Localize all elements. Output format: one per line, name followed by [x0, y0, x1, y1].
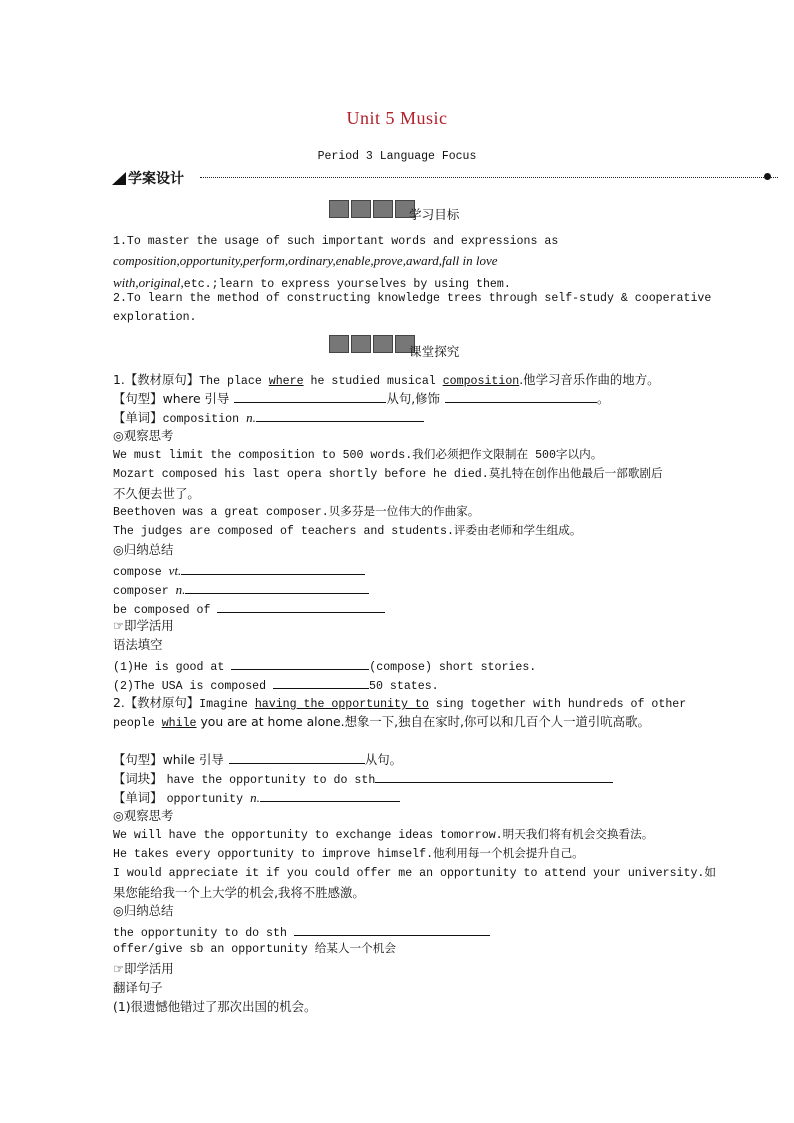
page-subtitle: Period 3 Language Focus: [317, 150, 477, 163]
q2-observe-heading: ◎观察思考: [113, 808, 174, 823]
blank-field[interactable]: [234, 392, 386, 403]
blank-field[interactable]: [229, 753, 365, 764]
pattern-text: where 引导: [162, 391, 230, 406]
word-pos: n.: [246, 410, 256, 425]
blank-field[interactable]: [256, 411, 424, 422]
q1-underlined-where: where: [268, 375, 304, 388]
q1-underlined-composition: composition: [442, 375, 520, 388]
q1-word: [113, 407, 424, 426]
q1-original-sentence: [113, 369, 659, 388]
q1-example-2b: 不久便去世了。: [113, 486, 200, 501]
blank-field[interactable]: [260, 791, 400, 802]
word-text: opportunity: [166, 793, 251, 806]
q1-tag: 1.【教材原句】: [113, 372, 200, 387]
q1-example-1: We must limit the composition to 500 words.我们必须把作文限制在 500字以内。: [113, 449, 603, 462]
q1-translation: .他学习音乐作曲的地方。: [519, 372, 660, 387]
blank-field[interactable]: [185, 583, 369, 594]
q2-summary-1: [113, 921, 490, 940]
q2-tag: 2.【教材原句】: [113, 695, 200, 710]
summary-pos: n.: [175, 582, 186, 597]
q2-example-2: He takes every opportunity to improve himself.他利用每一个机会提升自己。: [113, 848, 584, 861]
q1-summary-3: [113, 598, 385, 617]
q1-summary-1: [113, 560, 365, 579]
q2-summary-heading: ◎归纳总结: [113, 903, 174, 918]
q1-summary-2: [113, 579, 369, 598]
pattern-text: 从句。: [364, 752, 403, 767]
word-tag: 【单词】: [113, 790, 163, 805]
q1-fill-1: [113, 655, 536, 674]
summary-text: be composed of: [113, 604, 218, 617]
q2-original-sentence-2: [113, 711, 650, 730]
word-pos: n.: [250, 790, 260, 805]
page-title: Unit 5 Music: [346, 108, 448, 128]
triangle-icon: [112, 172, 126, 185]
q1-apply-heading: ☞即学活用: [113, 618, 174, 633]
section-heading-exploration: 课堂探究: [409, 344, 460, 359]
q1-pattern: [113, 388, 609, 407]
objective-1-rest: etc.;learn to express yourselves by using them.: [183, 278, 511, 291]
q2-underlined-while: while: [161, 717, 197, 730]
q2-word: [113, 787, 400, 806]
pattern-text: 。: [597, 391, 610, 406]
chunk-text: have the opportunity to do sth: [166, 774, 376, 787]
q2-example-3a: I would appreciate it if you could offer me an opportunity to attend your university.如: [113, 867, 716, 880]
q2-chunk: [113, 768, 613, 787]
blank-field[interactable]: [273, 678, 369, 689]
objective-2-line-2: exploration.: [113, 311, 197, 324]
pattern-tag: 【句型】: [113, 391, 163, 406]
section-marker-blocks: [329, 200, 415, 218]
fill-text: 50 states.: [369, 680, 439, 693]
summary-pos: vt.: [168, 563, 182, 578]
objective-2-line-1: 2.To learn the method of constructing knowledge trees through self-study & cooperative: [113, 292, 712, 305]
objective-1-italic-words: with,original,: [113, 275, 184, 290]
blank-field[interactable]: [181, 564, 365, 575]
pattern-text: while 引导: [162, 752, 224, 767]
fill-text: (1)He is good at: [113, 661, 232, 674]
blank-field[interactable]: [375, 772, 613, 783]
objective-1-line-3: [113, 272, 511, 291]
blank-field[interactable]: [217, 602, 385, 613]
q2-apply-heading: ☞即学活用: [113, 961, 174, 976]
q2-underlined-phrase: having the opportunity to: [254, 698, 429, 711]
design-label: 学案设计: [128, 171, 184, 187]
pattern-text: 从句,修饰: [386, 391, 440, 406]
q2-text: people: [113, 717, 162, 730]
q2-translate-1: (1)很遗憾他错过了那次出国的机会。: [113, 999, 317, 1014]
q2-pattern: [113, 749, 402, 768]
q1-summary-heading: ◎归纳总结: [113, 542, 174, 557]
q1-observe-heading: ◎观察思考: [113, 428, 174, 443]
q1-apply-type: 语法填空: [113, 637, 163, 652]
q2-translation: you are at home alone.想象一下,独自在家时,你可以和几百个人一道引吭高歌。: [196, 714, 650, 729]
summary-text: composer: [113, 585, 176, 598]
word-text: composition: [162, 413, 247, 426]
q1-text: The place: [199, 375, 269, 388]
dot-icon: [764, 173, 771, 180]
blank-field[interactable]: [231, 659, 369, 670]
section-marker-blocks: [329, 335, 415, 353]
section-heading-objectives: 学习目标: [409, 207, 460, 222]
q2-apply-type: 翻译句子: [113, 980, 163, 995]
q1-example-4: The judges are composed of teachers and students.评委由老师和学生组成。: [113, 525, 582, 538]
q2-text: Imagine: [199, 698, 255, 711]
dotted-divider: [200, 177, 778, 178]
q2-example-3b: 果您能给我一个上大学的机会,我将不胜感激。: [113, 885, 365, 900]
summary-text: compose: [113, 566, 169, 579]
objective-1-line-2: composition,opportunity,perform,ordinary,enable,prove,award,fall in love: [113, 253, 498, 268]
pattern-tag: 【句型】: [113, 752, 163, 767]
summary-text: the opportunity to do sth: [113, 927, 294, 940]
q1-fill-2: [113, 674, 439, 693]
q2-example-1: We will have the opportunity to exchange ideas tomorrow.明天我们将有机会交换看法。: [113, 829, 654, 842]
fill-text: (compose) short stories.: [369, 661, 537, 674]
fill-text: (2)The USA is composed: [113, 680, 274, 693]
objective-1-line-1: 1.To master the usage of such important words and expressions as: [113, 235, 559, 248]
q2-text: sing together with hundreds of other: [428, 698, 687, 711]
q1-text: he studied musical: [303, 375, 443, 388]
chunk-tag: 【词块】: [113, 771, 163, 786]
word-tag: 【单词】: [113, 410, 163, 425]
q1-example-3: Beethoven was a great composer.贝多芬是一位伟大的作曲家。: [113, 506, 480, 519]
q2-summary-2: offer/give sb an opportunity 给某人一个机会: [113, 943, 396, 956]
blank-field[interactable]: [294, 925, 490, 936]
q2-original-sentence-1: [113, 692, 686, 711]
q1-example-2a: Mozart composed his last opera shortly before he died.莫扎特在创作出他最后一部歌剧后: [113, 468, 663, 481]
blank-field[interactable]: [445, 392, 597, 403]
